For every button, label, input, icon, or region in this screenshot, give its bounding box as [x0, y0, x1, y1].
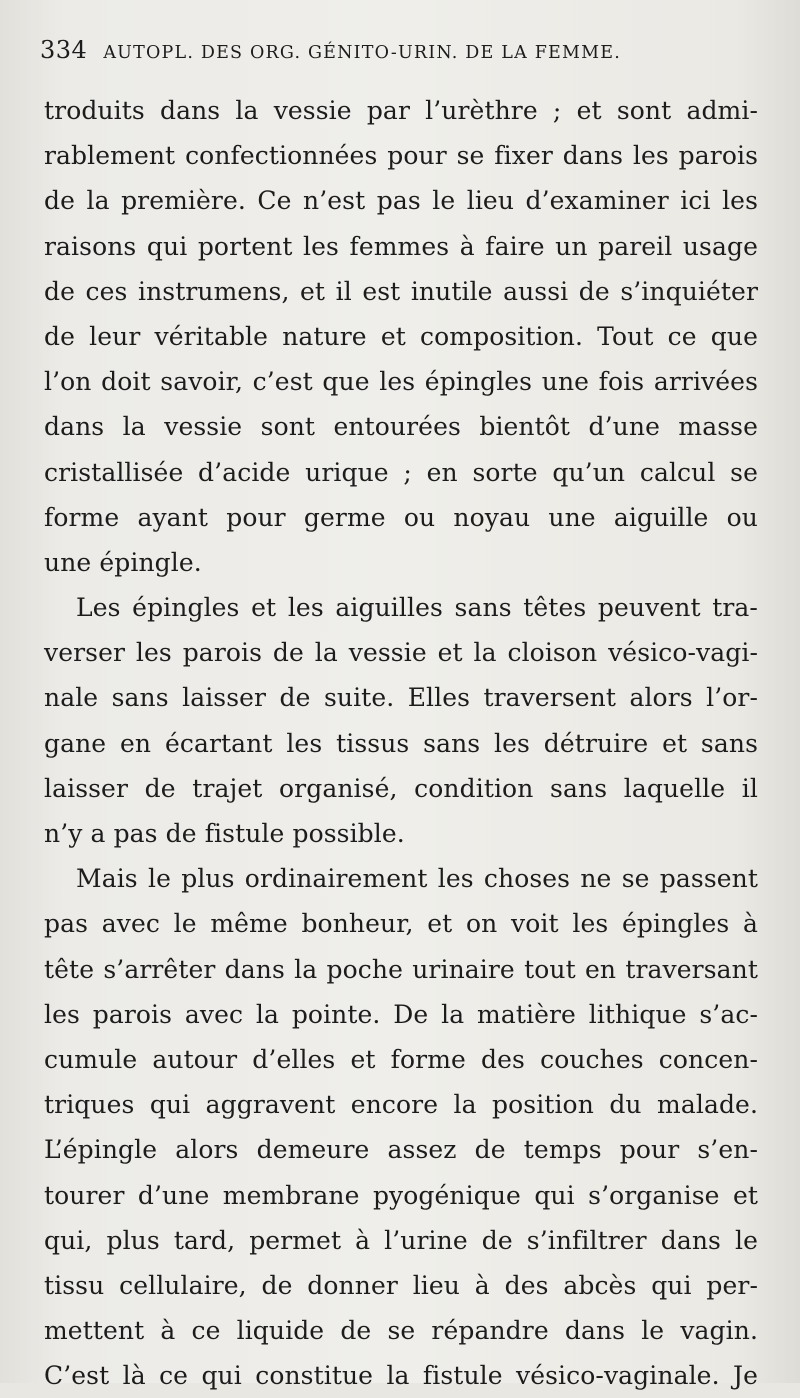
text-line: de ces instrumens, et il est inutile aussi de s’inquiéter [44, 276, 758, 306]
running-header [40, 36, 760, 70]
text-line: mettent à ce liquide de se répandre dans le vagin. [44, 1316, 758, 1346]
text-line: verser les parois de la vessie et la cloison vésico-vagi- [44, 638, 758, 668]
text-line: Mais le plus ordinairement les choses ne se passent [76, 864, 758, 894]
text-line: les parois avec la pointe. De la matière lithique s’ac- [44, 999, 758, 1029]
text-line: l’on doit savoir, c’est que les épingles une fois arrivées [44, 367, 758, 397]
text-line: Les épingles et les aiguilles sans têtes peuvent tra- [76, 593, 758, 623]
text-line: rablement confectionnées pour se fixer dans les parois [44, 141, 758, 171]
text-line: raisons qui portent les femmes à faire un pareil usage [44, 231, 758, 261]
text-line: tête s’arrêter dans la poche urinaire tout en traversant [44, 954, 758, 984]
body-text [44, 88, 758, 1398]
running-title: AUTOPL. DES ORG. GÉNITO-URIN. DE LA FEMME. [103, 43, 621, 63]
text-line: C’est là ce qui constitue la fistule vésico-vaginale. Je [44, 1361, 758, 1391]
text-line: triques qui aggravent encore la position du malade. [44, 1090, 758, 1120]
text-line: de leur véritable nature et composition. Tout ce que [44, 321, 758, 351]
text-line: tissu cellulaire, de donner lieu à des abcès qui per- [44, 1270, 758, 1300]
text-line: L’épingle alors demeure assez de temps pour s’en- [44, 1135, 758, 1165]
text-line: de la première. Ce n’est pas le lieu d’examiner ici les [44, 186, 758, 216]
text-line: nale sans laisser de suite. Elles traversent alors l’or- [44, 683, 758, 713]
text-line: tourer d’une membrane pyogénique qui s’organise et [44, 1180, 758, 1210]
text-line: cristallisée d’acide urique ; en sorte qu’un calcul se [44, 457, 758, 487]
text-line: qui, plus tard, permet à l’urine de s’infiltrer dans le [44, 1225, 758, 1255]
text-line: n’y a pas de fistule possible. [44, 819, 405, 848]
text-line: une épingle. [44, 547, 202, 577]
text-line: dans la vessie sont entourées bientôt d’une masse [44, 412, 758, 442]
text-line: gane en écartant les tissus sans les détruire et sans [44, 728, 758, 758]
text-line: troduits dans la vessie par l’urèthre ; et sont admi- [44, 96, 758, 125]
text-line: laisser de trajet organisé, condition sans laquelle il [44, 773, 758, 803]
text-line: forme ayant pour germe ou noyau une aiguille ou [44, 502, 758, 532]
text-line: cumule autour d’elles et forme des couches concen- [44, 1044, 758, 1074]
page-number: 334 [40, 36, 88, 64]
text-line: pas avec le même bonheur, et on voit les épingles à [44, 909, 758, 939]
